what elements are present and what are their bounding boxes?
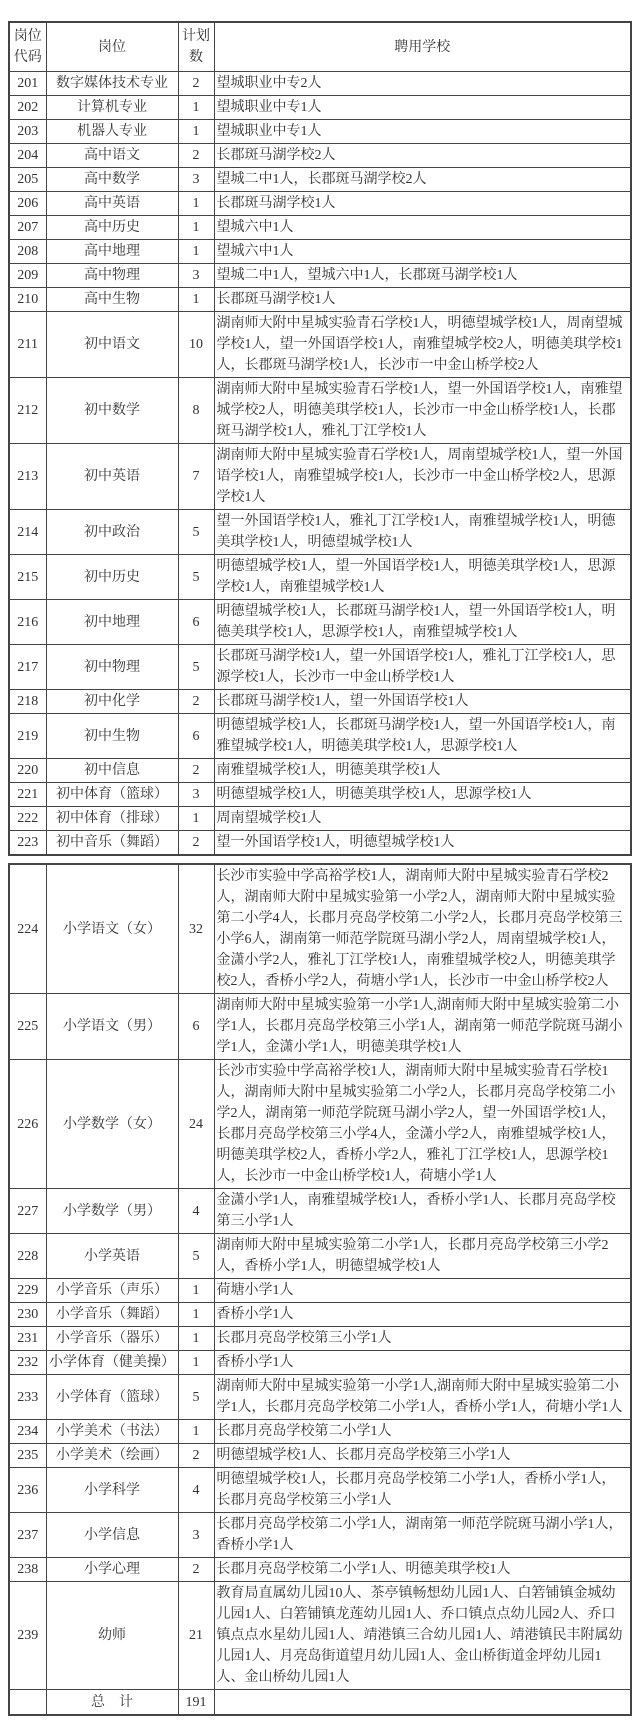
cell-schools: 长郡斑马湖学校2人 <box>214 144 631 168</box>
cell-position: 初中英语 <box>46 444 178 510</box>
cell-count: 1 <box>178 807 214 831</box>
cell-position: 小学美术（绘画） <box>46 1444 178 1468</box>
table-row <box>9 831 631 856</box>
cell-schools: 长郡斑马湖学校1人，望一外国语学校1人 <box>214 690 631 714</box>
cell-schools: 荷塘小学1人 <box>214 1279 631 1303</box>
cell-count: 1 <box>178 240 214 264</box>
cell-code: 229 <box>9 1279 46 1303</box>
cell-count: 21 <box>178 1582 214 1690</box>
cell-position: 初中政治 <box>46 510 178 555</box>
cell-schools: 明德望城学校1人，明德美琪学校1人，思源学校1人 <box>214 783 631 807</box>
cell-schools: 明德望城学校1人，望一外国语学校1人，明德美琪学校1人，思源学校1人，南雅望城学校1人 <box>214 555 631 600</box>
cell-position: 高中数学 <box>46 168 178 192</box>
total-cell-schools <box>214 1690 631 1716</box>
table-row <box>9 714 631 759</box>
cell-position: 初中生物 <box>46 714 178 759</box>
cell-position: 高中历史 <box>46 216 178 240</box>
cell-count: 5 <box>178 510 214 555</box>
table-body-section-1 <box>9 72 631 856</box>
cell-position: 初中体育（篮球） <box>46 783 178 807</box>
cell-position: 小学心理 <box>46 1558 178 1582</box>
cell-count: 7 <box>178 444 214 510</box>
cell-count: 1 <box>178 96 214 120</box>
cell-code: 211 <box>9 312 46 378</box>
table-row <box>9 1351 631 1375</box>
column-header-code: 岗位代码 <box>9 22 46 72</box>
table-row <box>9 1327 631 1351</box>
table-row <box>9 510 631 555</box>
cell-position: 小学美术（书法） <box>46 1420 178 1444</box>
cell-position: 小学信息 <box>46 1513 178 1558</box>
cell-count: 1 <box>178 192 214 216</box>
column-header-schools: 聘用学校 <box>214 22 631 72</box>
table-row <box>9 783 631 807</box>
table-row <box>9 555 631 600</box>
cell-code: 203 <box>9 120 46 144</box>
cell-count: 2 <box>178 144 214 168</box>
total-count-value: 191 <box>178 1690 214 1716</box>
cell-position: 高中地理 <box>46 240 178 264</box>
cell-code: 235 <box>9 1444 46 1468</box>
cell-count: 10 <box>178 312 214 378</box>
cell-count: 6 <box>178 714 214 759</box>
cell-schools: 望城职业中专2人 <box>214 72 631 96</box>
cell-code: 223 <box>9 831 46 856</box>
cell-position: 小学科学 <box>46 1468 178 1513</box>
cell-count: 2 <box>178 690 214 714</box>
cell-count: 3 <box>178 264 214 288</box>
cell-schools: 长郡月亮岛学校第二小学1人，湖南第一师范学院斑马湖小学1人，香桥小学1人 <box>214 1513 631 1558</box>
cell-schools: 望城六中1人 <box>214 216 631 240</box>
cell-code: 209 <box>9 264 46 288</box>
cell-schools: 长郡斑马湖学校1人 <box>214 288 631 312</box>
cell-position: 高中生物 <box>46 288 178 312</box>
table-row <box>9 120 631 144</box>
cell-schools: 教育局直属幼儿园10人、茶亭镇畅想幼儿园1人、白箬铺镇金城幼儿园1人、白箬铺镇龙莲幼儿园1人、乔口镇点点幼儿园2人、乔口镇点点水星幼儿园1人、靖港镇三合幼儿园1人、靖港镇民丰附属幼儿园1人、月亮岛街道望月幼儿园1人、金山桥街道金坪幼儿园1人、金山桥幼儿园1人 <box>214 1582 631 1690</box>
cell-code: 231 <box>9 1327 46 1351</box>
cell-code: 219 <box>9 714 46 759</box>
cell-count: 1 <box>178 1279 214 1303</box>
cell-count: 1 <box>178 216 214 240</box>
cell-count: 2 <box>178 759 214 783</box>
table-row <box>9 168 631 192</box>
cell-code: 207 <box>9 216 46 240</box>
cell-count: 1 <box>178 120 214 144</box>
cell-code: 221 <box>9 783 46 807</box>
cell-code: 216 <box>9 600 46 645</box>
cell-count: 4 <box>178 1189 214 1234</box>
cell-schools: 长郡月亮岛学校第二小学1人 <box>214 1420 631 1444</box>
cell-count: 2 <box>178 1444 214 1468</box>
table-body-section-2 <box>9 864 631 1715</box>
cell-code: 218 <box>9 690 46 714</box>
table-row <box>9 759 631 783</box>
cell-code: 205 <box>9 168 46 192</box>
column-header-position: 岗位 <box>46 22 178 72</box>
table-row <box>9 1582 631 1690</box>
cell-code: 204 <box>9 144 46 168</box>
cell-schools: 长郡斑马湖学校1人，望一外国语学校1人，雅礼丁江学校1人，思源学校1人，长沙市一中金山桥学校1人 <box>214 645 631 690</box>
cell-position: 初中信息 <box>46 759 178 783</box>
cell-count: 6 <box>178 600 214 645</box>
cell-schools: 湖南师大附中星城实验青石学校1人，周南望城学校1人，望一外国语学校1人，南雅望城学校1人，长沙市一中金山桥学校2人，思源学校1人 <box>214 444 631 510</box>
cell-position: 高中英语 <box>46 192 178 216</box>
table-row <box>9 444 631 510</box>
cell-code: 208 <box>9 240 46 264</box>
cell-schools: 望城二中1人，望城六中1人，长郡斑马湖学校1人 <box>214 264 631 288</box>
cell-position: 高中语文 <box>46 144 178 168</box>
table-row <box>9 1375 631 1420</box>
cell-count: 8 <box>178 378 214 444</box>
total-label: 总 计 <box>46 1690 178 1716</box>
table-row <box>9 312 631 378</box>
cell-count: 24 <box>178 1060 214 1189</box>
table-row <box>9 240 631 264</box>
cell-code: 230 <box>9 1303 46 1327</box>
cell-position: 初中地理 <box>46 600 178 645</box>
cell-position: 小学英语 <box>46 1234 178 1279</box>
cell-count: 3 <box>178 783 214 807</box>
table-row <box>9 192 631 216</box>
table-row <box>9 1303 631 1327</box>
cell-code: 215 <box>9 555 46 600</box>
cell-count: 4 <box>178 1468 214 1513</box>
cell-count: 32 <box>178 864 214 994</box>
cell-schools: 湖南师大附中星城实验青石学校1人，明德望城学校1人，周南望城学校1人，望一外国语学校1人，南雅望城学校2人，明德美琪学校1人，长郡斑马湖学校1人，长沙市一中金山桥学校2人 <box>214 312 631 378</box>
cell-count: 1 <box>178 288 214 312</box>
cell-code: 226 <box>9 1060 46 1189</box>
table-row <box>9 1513 631 1558</box>
table-section-gap <box>8 856 640 863</box>
table-row <box>9 1420 631 1444</box>
cell-code: 225 <box>9 994 46 1060</box>
cell-code: 202 <box>9 96 46 120</box>
table-row <box>9 216 631 240</box>
table-row <box>9 600 631 645</box>
cell-code: 232 <box>9 1351 46 1375</box>
cell-schools: 周南望城学校1人 <box>214 807 631 831</box>
table-row <box>9 645 631 690</box>
total-row <box>9 1690 631 1716</box>
cell-count: 3 <box>178 168 214 192</box>
table-row <box>9 690 631 714</box>
table-header <box>9 22 631 72</box>
cell-position: 计算机专业 <box>46 96 178 120</box>
cell-count: 5 <box>178 555 214 600</box>
cell-position: 幼师 <box>46 1582 178 1690</box>
cell-count: 2 <box>178 1558 214 1582</box>
total-cell-code <box>9 1690 46 1716</box>
cell-code: 238 <box>9 1558 46 1582</box>
cell-schools: 长郡月亮岛学校第三小学1人 <box>214 1327 631 1351</box>
table-row <box>9 1189 631 1234</box>
column-header-count: 计划数 <box>178 22 214 72</box>
cell-schools: 望一外国语学校1人，雅礼丁江学校1人，南雅望城学校1人，明德美琪学校1人，明德望城学校1人 <box>214 510 631 555</box>
cell-count: 1 <box>178 1420 214 1444</box>
table-row <box>9 1558 631 1582</box>
cell-position: 小学数学（女） <box>46 1060 178 1189</box>
cell-count: 2 <box>178 831 214 856</box>
table-row <box>9 378 631 444</box>
cell-position: 小学语文（男） <box>46 994 178 1060</box>
cell-position: 小学体育（篮球） <box>46 1375 178 1420</box>
cell-schools: 望一外国语学校1人，明德望城学校1人 <box>214 831 631 856</box>
table-row <box>9 144 631 168</box>
cell-position: 初中音乐（舞蹈） <box>46 831 178 856</box>
cell-position: 初中体育（排球） <box>46 807 178 831</box>
cell-position: 小学数学（男） <box>46 1189 178 1234</box>
cell-count: 1 <box>178 1327 214 1351</box>
cell-schools: 长郡月亮岛学校第二小学1人、明德美琪学校1人 <box>214 1558 631 1582</box>
cell-position: 数字媒体技术专业 <box>46 72 178 96</box>
cell-schools: 明德望城学校1人，长郡斑马湖学校1人，望一外国语学校1人，南雅望城学校1人，明德美琪学校1人，思源学校1人 <box>214 714 631 759</box>
table-row <box>9 96 631 120</box>
cell-count: 5 <box>178 645 214 690</box>
cell-position: 高中物理 <box>46 264 178 288</box>
table-row <box>9 1444 631 1468</box>
cell-code: 228 <box>9 1234 46 1279</box>
recruitment-table-secondary-vocational-and-middle <box>8 21 632 856</box>
cell-position: 初中历史 <box>46 555 178 600</box>
cell-schools: 长沙市实验中学高裕学校1人，湖南师大附中星城实验青石学校2人，湖南师大附中星城实验第一小学2人，湖南师大附中星城实验第二小学4人，长郡月亮岛学校第二小学2人，长郡月亮岛学校第三小学6人，湖南第一师范学院斑马湖小学2人，周南望城学校1人，金潇小学2人，雅礼丁江学校1人，南雅望城学校2人，明德美琪学校2人，香桥小学2人，荷塘小学1人，长沙市一中金山桥学校2人 <box>214 864 631 994</box>
cell-schools: 明德望城学校1人，长郡月亮岛学校第二小学1人，香桥小学1人，长郡月亮岛学校第三小学1人 <box>214 1468 631 1513</box>
table-row <box>9 864 631 994</box>
cell-code: 213 <box>9 444 46 510</box>
table-row <box>9 1468 631 1513</box>
cell-code: 224 <box>9 864 46 994</box>
cell-count: 5 <box>178 1375 214 1420</box>
table-row <box>9 994 631 1060</box>
cell-code: 234 <box>9 1420 46 1444</box>
cell-code: 236 <box>9 1468 46 1513</box>
cell-code: 212 <box>9 378 46 444</box>
cell-code: 233 <box>9 1375 46 1420</box>
cell-position: 机器人专业 <box>46 120 178 144</box>
cell-schools: 湖南师大附中星城实验第一小学1人,湖南师大附中星城实验第二小学1人，长郡月亮岛学校第三小学1人，湖南第一师范学院斑马湖小学1人，金潇小学1人，明德美琪学校1人 <box>214 994 631 1060</box>
cell-position: 初中物理 <box>46 645 178 690</box>
cell-schools: 长沙市实验中学高裕学校1人，湖南师大附中星城实验青石学校1人，湖南师大附中星城实验第二小学2人，长郡月亮岛学校第二小学2人，湖南第一师范学院斑马湖小学2人，望一外国语学校1人，长郡月亮岛学校第三小学4人，金潇小学2人，南雅望城学校1人，明德美琪学校2人，香桥小学2人，雅礼丁江学校1人，思源学校1人，长沙市一中金山桥学校1人，荷塘小学1人 <box>214 1060 631 1189</box>
cell-schools: 明德望城学校1人，长郡斑马湖学校1人，望一外国语学校1人，明德美琪学校1人，思源学校1人，南雅望城学校1人 <box>214 600 631 645</box>
cell-count: 6 <box>178 994 214 1060</box>
cell-schools: 望城六中1人 <box>214 240 631 264</box>
table-row <box>9 288 631 312</box>
cell-code: 217 <box>9 645 46 690</box>
cell-schools: 望城职业中专1人 <box>214 120 631 144</box>
header-row <box>9 22 631 72</box>
cell-schools: 香桥小学1人 <box>214 1303 631 1327</box>
table-row <box>9 72 631 96</box>
cell-code: 239 <box>9 1582 46 1690</box>
cell-position: 小学音乐（器乐） <box>46 1327 178 1351</box>
cell-code: 237 <box>9 1513 46 1558</box>
table-row <box>9 1279 631 1303</box>
cell-count: 2 <box>178 72 214 96</box>
cell-code: 201 <box>9 72 46 96</box>
table-row <box>9 807 631 831</box>
cell-schools: 望城职业中专1人 <box>214 96 631 120</box>
cell-count: 1 <box>178 1303 214 1327</box>
cell-code: 220 <box>9 759 46 783</box>
cell-schools: 湖南师大附中星城实验第二小学1人，长郡月亮岛学校第三小学2人，香桥小学1人，明德望城学校1人 <box>214 1234 631 1279</box>
table-row <box>9 1234 631 1279</box>
cell-position: 小学音乐（声乐） <box>46 1279 178 1303</box>
cell-count: 1 <box>178 1351 214 1375</box>
cell-code: 227 <box>9 1189 46 1234</box>
cell-schools: 湖南师大附中星城实验青石学校1人，望一外国语学校1人，南雅望城学校2人，明德美琪学校1人，长沙市一中金山桥学校1人，长郡斑马湖学校1人，雅礼丁江学校1人 <box>214 378 631 444</box>
cell-count: 3 <box>178 1513 214 1558</box>
cell-position: 小学体育（健美操） <box>46 1351 178 1375</box>
cell-schools: 南雅望城学校1人，明德美琪学校1人 <box>214 759 631 783</box>
cell-schools: 望城二中1人，长郡斑马湖学校2人 <box>214 168 631 192</box>
cell-code: 210 <box>9 288 46 312</box>
cell-position: 初中化学 <box>46 690 178 714</box>
cell-schools: 湖南师大附中星城实验第一小学1人,湖南师大附中星城实验第二小学1人，长郡月亮岛学校第二小学1人，香桥小学1人，荷塘小学1人 <box>214 1375 631 1420</box>
table-row <box>9 1060 631 1189</box>
cell-code: 206 <box>9 192 46 216</box>
cell-position: 小学语文（女） <box>46 864 178 994</box>
cell-schools: 明德望城学校1人、长郡月亮岛学校第三小学1人 <box>214 1444 631 1468</box>
cell-position: 初中数学 <box>46 378 178 444</box>
cell-position: 小学音乐（舞蹈） <box>46 1303 178 1327</box>
cell-code: 222 <box>9 807 46 831</box>
cell-code: 214 <box>9 510 46 555</box>
cell-position: 初中语文 <box>46 312 178 378</box>
cell-schools: 金潇小学1人，南雅望城学校1人，香桥小学1人、长郡月亮岛学校第三小学1人 <box>214 1189 631 1234</box>
table-row <box>9 264 631 288</box>
cell-schools: 香桥小学1人 <box>214 1351 631 1375</box>
recruitment-table-primary-and-kindergarten <box>8 863 632 1716</box>
cell-count: 5 <box>178 1234 214 1279</box>
cell-schools: 长郡斑马湖学校1人 <box>214 192 631 216</box>
